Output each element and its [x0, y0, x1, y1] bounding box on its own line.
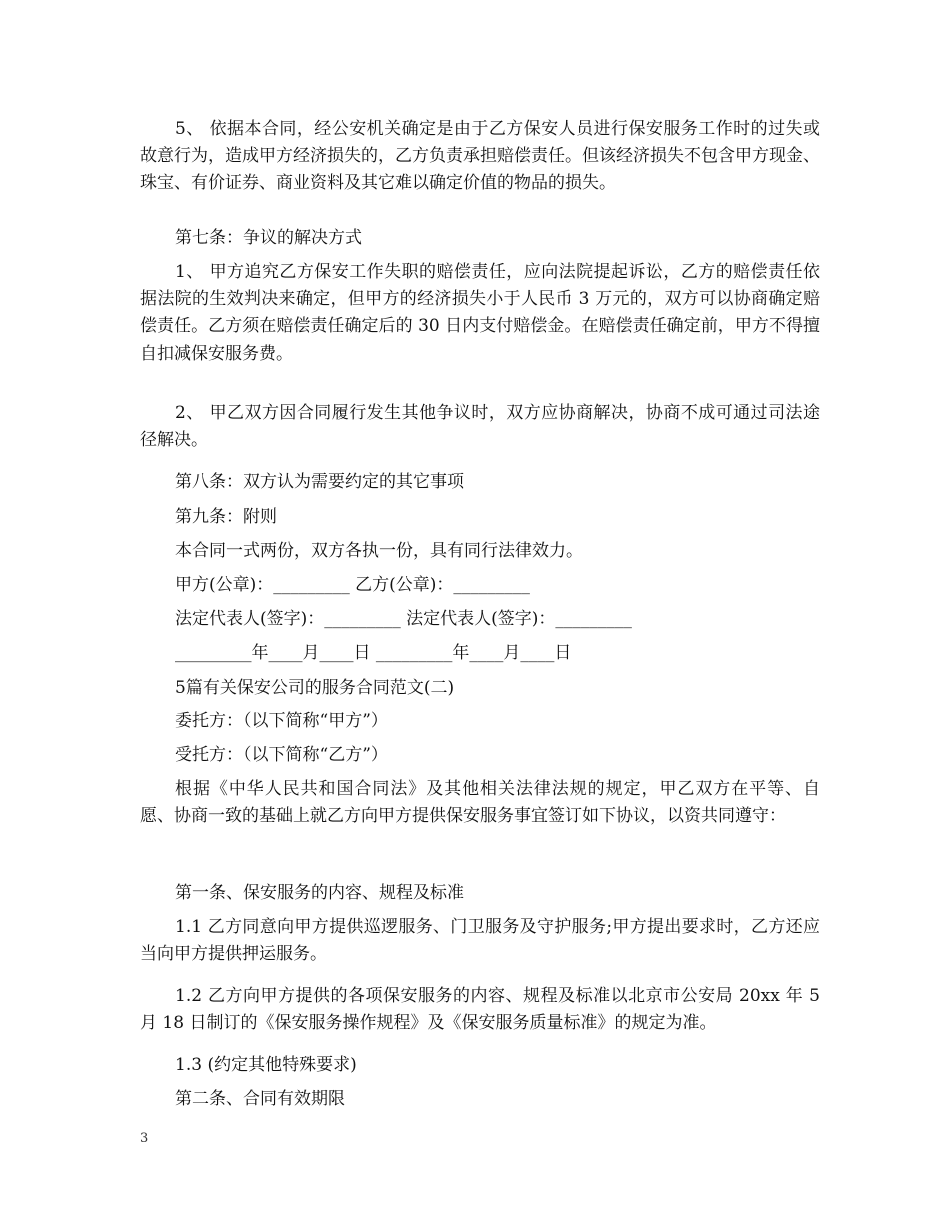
article-1-heading [140, 880, 820, 907]
article-7-heading [140, 225, 820, 252]
signature-line [140, 606, 820, 633]
article-2-title: 第二条、合同有效期限 [175, 1089, 345, 1109]
clause-5-text: 5、 依据本合同，经公安机关确定是由于乙方保安人员进行保安服务工作时的过失或故意行为，造成甲方经济损失的，乙方负责承担赔偿责任。但该经济损失不包含甲方现金、珠宝、有价证券、商业资料及其它难以确定价值的物品的损失。 [140, 119, 820, 194]
signature-line-text: 法定代表人(签字)：_________ 法定代表人(签字)：_________ [175, 609, 632, 629]
principal-party-text: 委托方：（以下简称“甲方”） [175, 711, 388, 731]
seal-line [140, 572, 820, 599]
section-title [140, 675, 820, 702]
article-8-title: 第八条：双方认为需要约定的其它事项 [175, 472, 464, 492]
preamble-text: 根据《中华人民共和国合同法》及其他相关法律法规的规定，甲乙双方在平等、自愿、协商一致的基础上就乙方向甲方提供保安服务事宜签订如下协议，以资共同遵守： [140, 779, 820, 827]
section-title-text: 5篇有关保安公司的服务合同范文(二) [175, 678, 455, 698]
article-9-heading [140, 504, 820, 531]
agent-party-text: 受托方：（以下简称“乙方”） [175, 745, 388, 765]
article-1-item-1-text: 1.1 乙方同意向甲方提供巡逻服务、门卫服务及守护服务;甲方提出要求时，乙方还应当向甲方提供押运服务。 [140, 917, 820, 965]
date-line [140, 640, 820, 667]
article-1-item-3-text: 1.3 (约定其他特殊要求) [175, 1055, 357, 1075]
paragraph-clause-5 [140, 116, 820, 198]
seal-line-text: 甲方(公章)：_________ 乙方(公章)：_________ [175, 575, 530, 595]
copies-clause-text: 本合同一式两份，双方各执一份，具有同行法律效力。 [175, 541, 583, 561]
principal-party [140, 708, 820, 735]
article-8-heading [140, 469, 820, 496]
article-7-item-1-text: 1、 甲方追究乙方保安工作失职的赔偿责任，应向法院提起诉讼，乙方的赔偿责任依据法院的生效判决来确定，但甲方的经济损失小于人民币 3 万元的，双方可以协商确定赔偿责任。乙方须在赔偿责任确定后的 30 日内支付赔偿金。在赔偿责任确定前，甲方不得擅自扣减保安服务费。 [140, 262, 820, 364]
article-1-item-2-text: 1.2 乙方向甲方提供的各项保安服务的内容、规程及标准以北京市公安局 20xx 年 5 月 18 日制订的《保安服务操作规程》及《保安服务质量标准》的规定为准。 [140, 986, 820, 1034]
article-1-title: 第一条、保安服务的内容、规程及标准 [175, 883, 464, 903]
article-1-item-2 [140, 983, 820, 1037]
agent-party [140, 742, 820, 769]
article-1-item-3 [140, 1052, 820, 1079]
copies-clause [140, 538, 820, 565]
article-1-item-1 [140, 914, 820, 968]
article-9-title: 第九条：附则 [175, 507, 277, 527]
article-7-item-2 [140, 400, 820, 454]
article-7-title: 第七条：争议的解决方式 [175, 228, 362, 248]
article-7-item-2-text: 2、 甲乙双方因合同履行发生其他争议时，双方应协商解决，协商不成可通过司法途径解决。 [140, 403, 820, 451]
article-2-heading [140, 1086, 820, 1113]
page-number: 3 [140, 1131, 149, 1146]
article-7-item-1 [140, 259, 820, 368]
date-line-text: _________年____月____日 _________年____月____日 [175, 643, 572, 663]
preamble [140, 776, 820, 830]
